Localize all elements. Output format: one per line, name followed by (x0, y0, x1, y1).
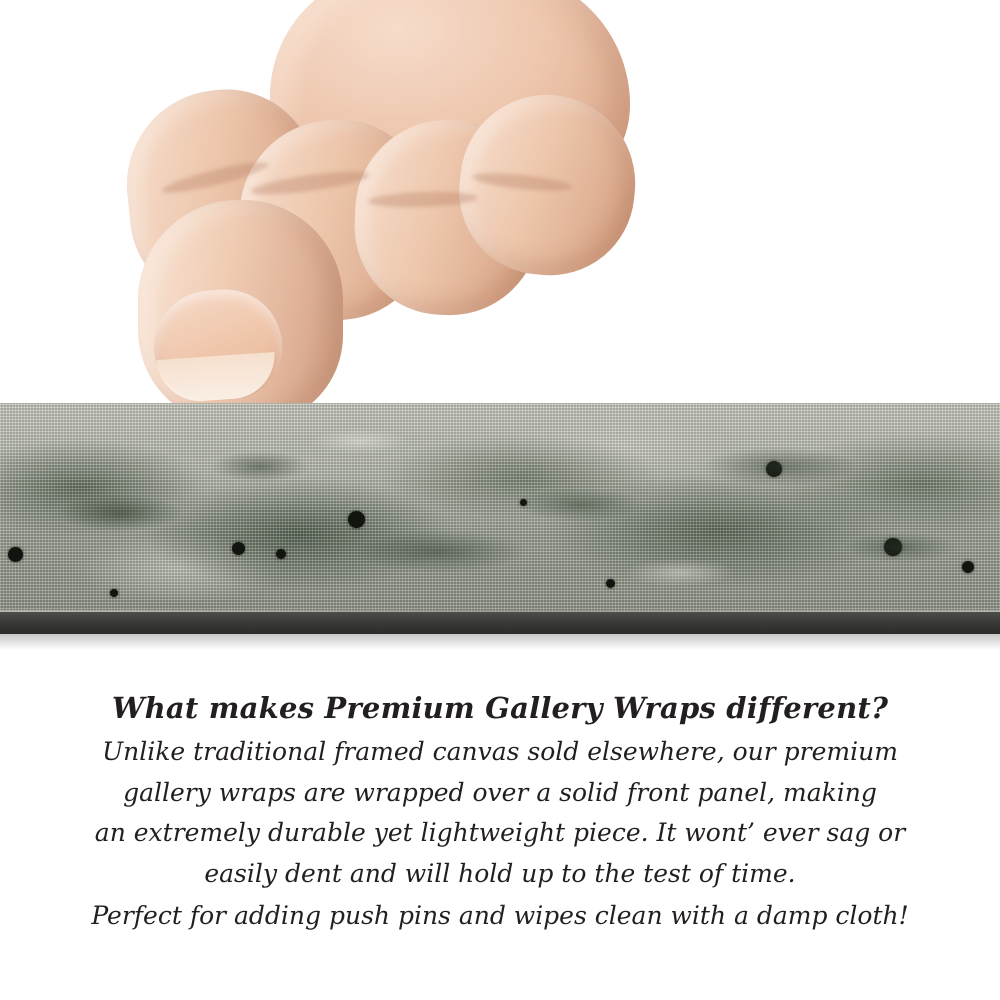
caption-block (0, 690, 1000, 937)
caption-heading: What makes Premium Gallery Wraps different? (111, 691, 889, 725)
canvas-speck (348, 511, 365, 528)
canvas-speck (606, 579, 615, 588)
hand-illustration (120, 0, 640, 420)
canvas-speck (110, 589, 118, 597)
canvas-wrap-edge (0, 403, 1000, 615)
caption-line-1: Unlike traditional framed canvas sold elsewhere, our premium (102, 737, 898, 767)
caption-line-4: easily dent and will hold up to the test of time. (204, 858, 796, 888)
canvas-speck (8, 547, 23, 562)
panel-edge (0, 612, 1000, 634)
canvas-speck (520, 499, 527, 506)
caption-line-2: gallery wraps are wrapped over a solid front panel, making (123, 777, 877, 807)
canvas-speck (884, 538, 902, 556)
canvas-speck (962, 561, 974, 573)
panel-drop-shadow (0, 634, 1000, 650)
canvas-speck (232, 542, 245, 555)
canvas-speck (276, 549, 286, 559)
canvas-speck (766, 461, 782, 477)
caption-line-5: Perfect for adding push pins and wipes clean with a damp cloth! (91, 901, 909, 931)
caption-line-3: an extremely durable yet lightweight piece. It wont’ ever sag or (94, 818, 906, 848)
